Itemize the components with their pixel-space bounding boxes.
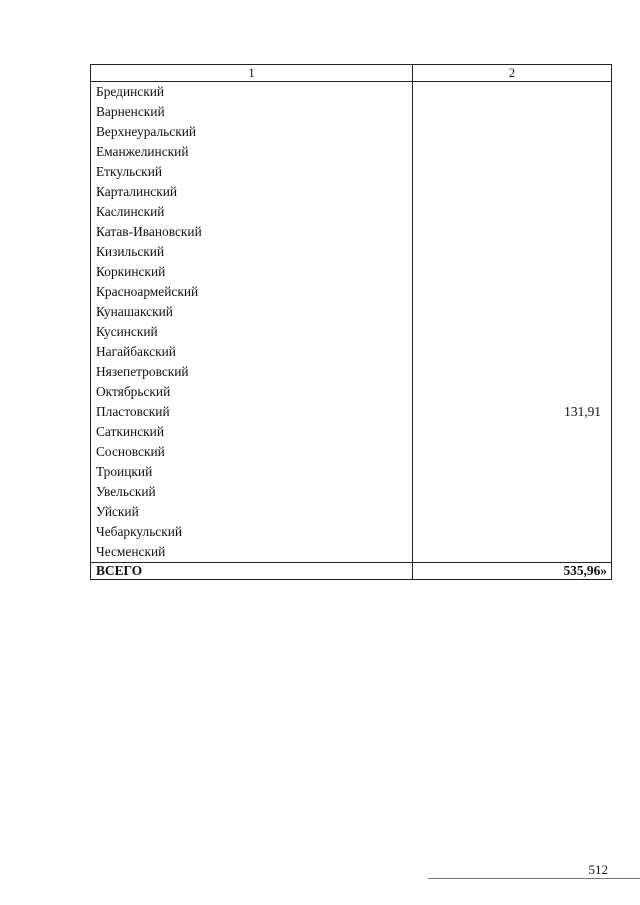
district-value bbox=[413, 282, 612, 302]
district-name: Варненский bbox=[91, 102, 413, 122]
district-name: Троицкий bbox=[91, 462, 413, 482]
district-name: Верхнеуральский bbox=[91, 122, 413, 142]
table-row bbox=[91, 122, 612, 142]
table-row bbox=[91, 362, 612, 382]
district-name: Каслинский bbox=[91, 202, 413, 222]
budget-table bbox=[90, 64, 612, 580]
column-header-2: 2 bbox=[413, 65, 612, 82]
district-value bbox=[413, 222, 612, 242]
table-row bbox=[91, 402, 612, 422]
table-row bbox=[91, 262, 612, 282]
table-row bbox=[91, 322, 612, 342]
district-value bbox=[413, 462, 612, 482]
header-row bbox=[91, 65, 612, 82]
table-row bbox=[91, 462, 612, 482]
district-value bbox=[413, 262, 612, 282]
district-name: Коркинский bbox=[91, 262, 413, 282]
district-value bbox=[413, 122, 612, 142]
table-row bbox=[91, 82, 612, 103]
table-row bbox=[91, 162, 612, 182]
district-name: Нязепетровский bbox=[91, 362, 413, 382]
district-value bbox=[413, 502, 612, 522]
district-value: 131,91 bbox=[413, 402, 612, 422]
district-name: Пластовский bbox=[91, 402, 413, 422]
table-row bbox=[91, 542, 612, 563]
district-name: Карталинский bbox=[91, 182, 413, 202]
district-name: Кунашакский bbox=[91, 302, 413, 322]
district-value bbox=[413, 542, 612, 563]
district-value bbox=[413, 362, 612, 382]
total-value: 535,96» bbox=[413, 563, 612, 580]
table-row bbox=[91, 522, 612, 542]
district-name: Сосновский bbox=[91, 442, 413, 462]
table-body bbox=[91, 82, 612, 563]
table-row bbox=[91, 502, 612, 522]
district-name: Кизильский bbox=[91, 242, 413, 262]
district-name: Увельский bbox=[91, 482, 413, 502]
district-name: Саткинский bbox=[91, 422, 413, 442]
district-value bbox=[413, 322, 612, 342]
district-value bbox=[413, 342, 612, 362]
district-value bbox=[413, 162, 612, 182]
district-name: Еткульский bbox=[91, 162, 413, 182]
table-row bbox=[91, 382, 612, 402]
district-name: Чебаркульский bbox=[91, 522, 413, 542]
table-row bbox=[91, 102, 612, 122]
district-value bbox=[413, 102, 612, 122]
table-row bbox=[91, 242, 612, 262]
table-row bbox=[91, 202, 612, 222]
district-name: Брединский bbox=[91, 82, 413, 103]
table-row bbox=[91, 282, 612, 302]
district-name: Кусинский bbox=[91, 322, 413, 342]
table-row bbox=[91, 442, 612, 462]
district-value bbox=[413, 382, 612, 402]
district-value bbox=[413, 242, 612, 262]
column-header-1: 1 bbox=[91, 65, 413, 82]
page-number: 512 bbox=[588, 862, 608, 877]
table-row bbox=[91, 342, 612, 362]
district-value bbox=[413, 522, 612, 542]
district-value bbox=[413, 182, 612, 202]
district-value bbox=[413, 482, 612, 502]
district-value bbox=[413, 142, 612, 162]
district-name: Уйский bbox=[91, 502, 413, 522]
district-name: Октябрьский bbox=[91, 382, 413, 402]
total-label: ВСЕГО bbox=[91, 563, 413, 580]
table-row bbox=[91, 302, 612, 322]
table-row bbox=[91, 222, 612, 242]
table-row bbox=[91, 142, 612, 162]
district-name: Еманжелинский bbox=[91, 142, 413, 162]
district-value bbox=[413, 302, 612, 322]
footer-rule bbox=[428, 878, 640, 879]
table-row bbox=[91, 482, 612, 502]
district-name: Катав-Ивановский bbox=[91, 222, 413, 242]
district-value bbox=[413, 422, 612, 442]
district-value bbox=[413, 82, 612, 103]
table-row bbox=[91, 182, 612, 202]
total-row bbox=[91, 563, 612, 580]
district-value bbox=[413, 442, 612, 462]
district-value bbox=[413, 202, 612, 222]
district-name: Чесменский bbox=[91, 542, 413, 563]
table-row bbox=[91, 422, 612, 442]
district-name: Нагайбакский bbox=[91, 342, 413, 362]
district-name: Красноармейский bbox=[91, 282, 413, 302]
